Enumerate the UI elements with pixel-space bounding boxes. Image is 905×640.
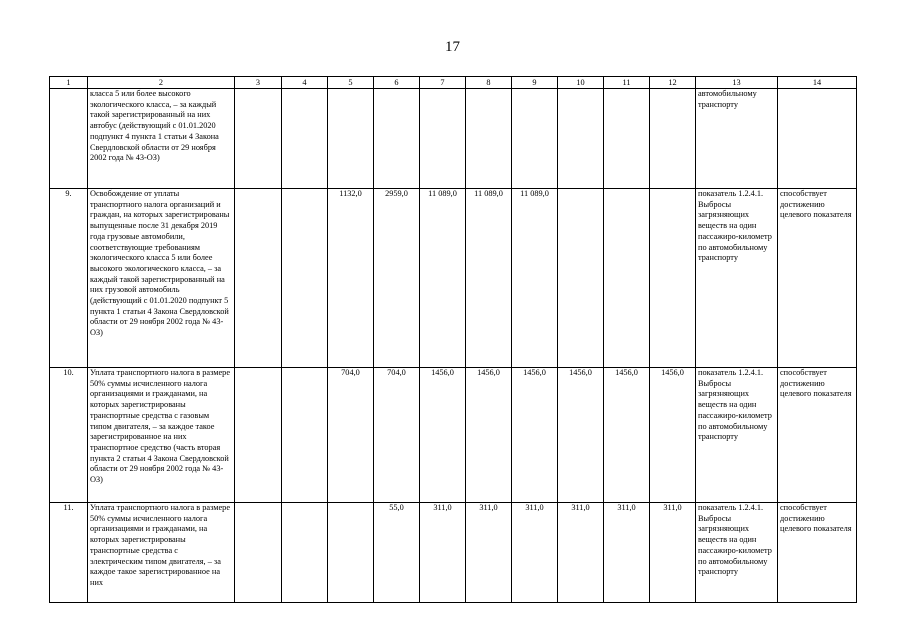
measure-description: Освобождение от уплаты транспортного налога организаций и граждан, на которых зарегистрированы выпущенные после 31 декабря 2019 года грузовые автомобили, соответствующие требованиям экологического класса 5 или более высокого экологического класса, – за каждый такой зарегистрированный на них грузовой автомобиль (действующий с 01.01.2020 подпункт 5 пункта 1 статьи 4 Закона Свердловской области от 29 ноября 2002 года № 43-ОЗ) <box>88 189 235 368</box>
indicator-cell: показатель 1.2.4.1. Выбросы загрязняющих веществ на один пассажиро-километр по автомобильному транспорту <box>696 189 778 368</box>
effect-cell: способствует достижению целевого показателя <box>778 503 857 603</box>
cell: 704,0 <box>328 368 374 503</box>
cell: 311,0 <box>466 503 512 603</box>
cell <box>604 89 650 189</box>
effect-cell <box>778 89 857 189</box>
effect-cell: способствует достижению целевого показателя <box>778 189 857 368</box>
cell <box>374 89 420 189</box>
column-header: 9 <box>512 77 558 89</box>
column-header: 7 <box>420 77 466 89</box>
cell: 1456,0 <box>604 368 650 503</box>
indicator-cell: автомобильному транспорту <box>696 89 778 189</box>
cell <box>512 89 558 189</box>
cell: 311,0 <box>512 503 558 603</box>
cell: 1456,0 <box>466 368 512 503</box>
row-number: 10. <box>50 368 88 503</box>
indicator-table <box>49 76 857 603</box>
cell: 311,0 <box>604 503 650 603</box>
cell: 1456,0 <box>650 368 696 503</box>
measure-description: Уплата транспортного налога в размере 50% суммы исчисленного налога организациями и гражданами, на которых зарегистрированы транспортные средства с газовым типом двигателя, – за каждое такое зарегистрированное на них транспортное средство (часть вторая пункта 2 статьи 4 Закона Свердловской области от 29 ноября 2002 года № 43-ОЗ) <box>88 368 235 503</box>
table-row <box>50 368 857 503</box>
column-header: 3 <box>235 77 282 89</box>
column-header: 12 <box>650 77 696 89</box>
cell: 11 089,0 <box>466 189 512 368</box>
column-header: 1 <box>50 77 88 89</box>
page-number: 17 <box>445 39 460 55</box>
cell: 704,0 <box>374 368 420 503</box>
cell <box>604 189 650 368</box>
column-header: 11 <box>604 77 650 89</box>
cell <box>558 89 604 189</box>
cell: 1456,0 <box>558 368 604 503</box>
measure-description: Уплата транспортного налога в размере 50% суммы исчисленного налога организациями и гражданами, на которых зарегистрированы транспортные средства с электрическим типом двигателя, – за каждое такое зарегистрированное на них <box>88 503 235 603</box>
indicator-cell: показатель 1.2.4.1. Выбросы загрязняющих веществ на один пассажиро-километр по автомобильному транспорту <box>696 503 778 603</box>
column-number-row <box>50 77 857 89</box>
table-row <box>50 503 857 603</box>
column-header: 6 <box>374 77 420 89</box>
cell <box>282 189 328 368</box>
cell: 311,0 <box>650 503 696 603</box>
column-header: 4 <box>282 77 328 89</box>
cell <box>235 503 282 603</box>
cell: 311,0 <box>558 503 604 603</box>
cell: 55,0 <box>374 503 420 603</box>
cell: 1456,0 <box>420 368 466 503</box>
cell: 11 089,0 <box>420 189 466 368</box>
cell <box>466 89 512 189</box>
cell <box>558 189 604 368</box>
column-header: 14 <box>778 77 857 89</box>
table-row <box>50 89 857 189</box>
cell <box>235 189 282 368</box>
effect-cell: способствует достижению целевого показателя <box>778 368 857 503</box>
row-number: 11. <box>50 503 88 603</box>
cell: 2959,0 <box>374 189 420 368</box>
cell <box>328 503 374 603</box>
cell <box>650 89 696 189</box>
cell <box>282 503 328 603</box>
indicator-cell: показатель 1.2.4.1. Выбросы загрязняющих веществ на один пассажиро-километр по автомобильному транспорту <box>696 368 778 503</box>
cell: 11 089,0 <box>512 189 558 368</box>
cell <box>282 368 328 503</box>
cell <box>650 189 696 368</box>
row-number <box>50 89 88 189</box>
column-header: 5 <box>328 77 374 89</box>
row-number: 9. <box>50 189 88 368</box>
cell <box>328 89 374 189</box>
cell <box>235 368 282 503</box>
column-header: 13 <box>696 77 778 89</box>
cell: 311,0 <box>420 503 466 603</box>
measure-description: класса 5 или более высокого экологического класса, – за каждый такой зарегистрированный на них автобус (действующий с 01.01.2020 подпункт 4 пункта 1 статьи 4 Закона Свердловской области от 29 ноября 2002 года № 43-ОЗ) <box>88 89 235 189</box>
cell <box>235 89 282 189</box>
column-header: 2 <box>88 77 235 89</box>
cell <box>282 89 328 189</box>
column-header: 10 <box>558 77 604 89</box>
cell: 1132,0 <box>328 189 374 368</box>
column-header: 8 <box>466 77 512 89</box>
cell <box>420 89 466 189</box>
table-row <box>50 189 857 368</box>
cell: 1456,0 <box>512 368 558 503</box>
